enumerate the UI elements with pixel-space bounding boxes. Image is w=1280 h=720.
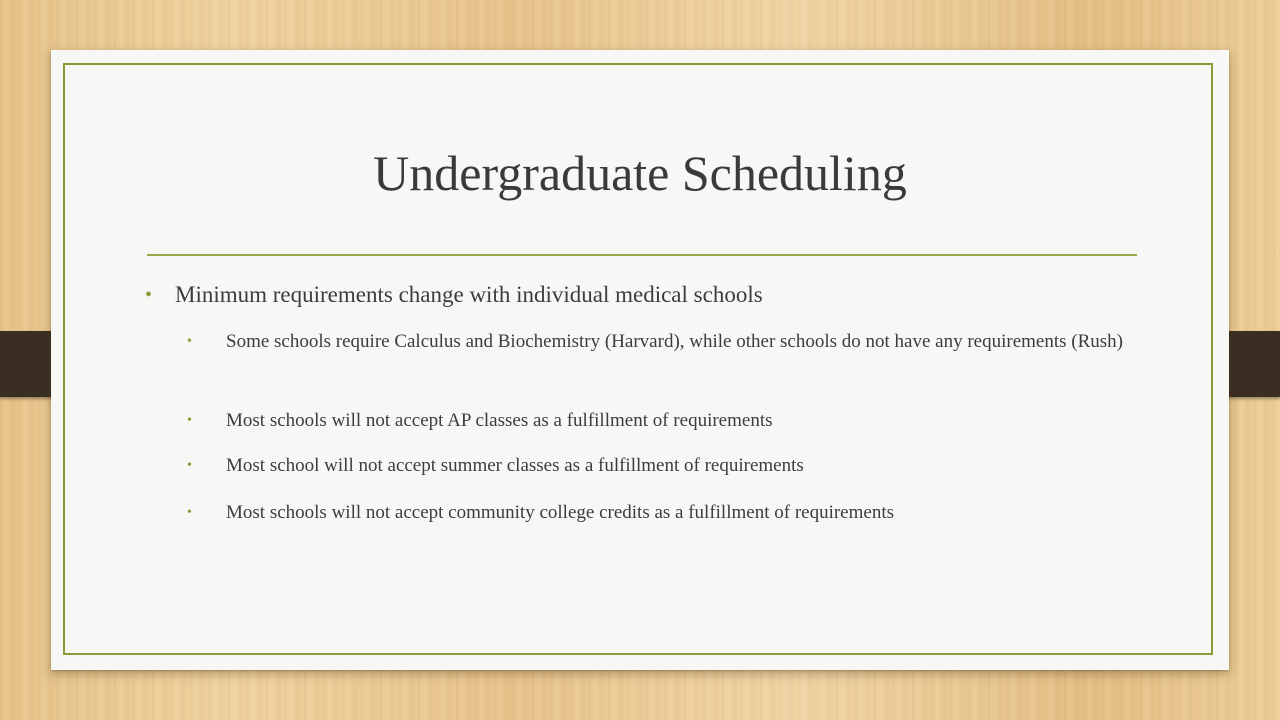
bullet-text: Minimum requirements change with individual medical schools — [175, 282, 763, 307]
bullet-item-level1 — [145, 277, 763, 313]
bullet-dot-icon: • — [187, 413, 192, 428]
bullet-dot-icon: • — [145, 284, 153, 306]
sub-bullet-item — [187, 328, 1166, 355]
sub-bullet-item — [187, 452, 804, 479]
bullet-dot-icon: • — [187, 505, 192, 520]
title-divider — [147, 254, 1137, 256]
sub-bullet-item — [187, 499, 894, 526]
bullet-dot-icon: • — [187, 458, 192, 473]
sub-bullet-text: Some schools require Calculus and Biochemistry (Harvard), while other schools do not have any requirements (Rush) — [226, 331, 1124, 352]
bullet-dot-icon: • — [187, 334, 192, 349]
slide-paper — [51, 50, 1229, 670]
slide-title: Undergraduate Scheduling — [373, 145, 907, 201]
sub-bullet-text: Most schools will not accept AP classes as a fulfillment of requirements — [226, 410, 773, 431]
sub-bullet-text: Most school will not accept summer classes as a fulfillment of requirements — [226, 455, 804, 476]
sub-bullet-item — [187, 407, 773, 434]
sub-bullet-text: Most schools will not accept community college credits as a fulfillment of requirements — [226, 502, 894, 523]
